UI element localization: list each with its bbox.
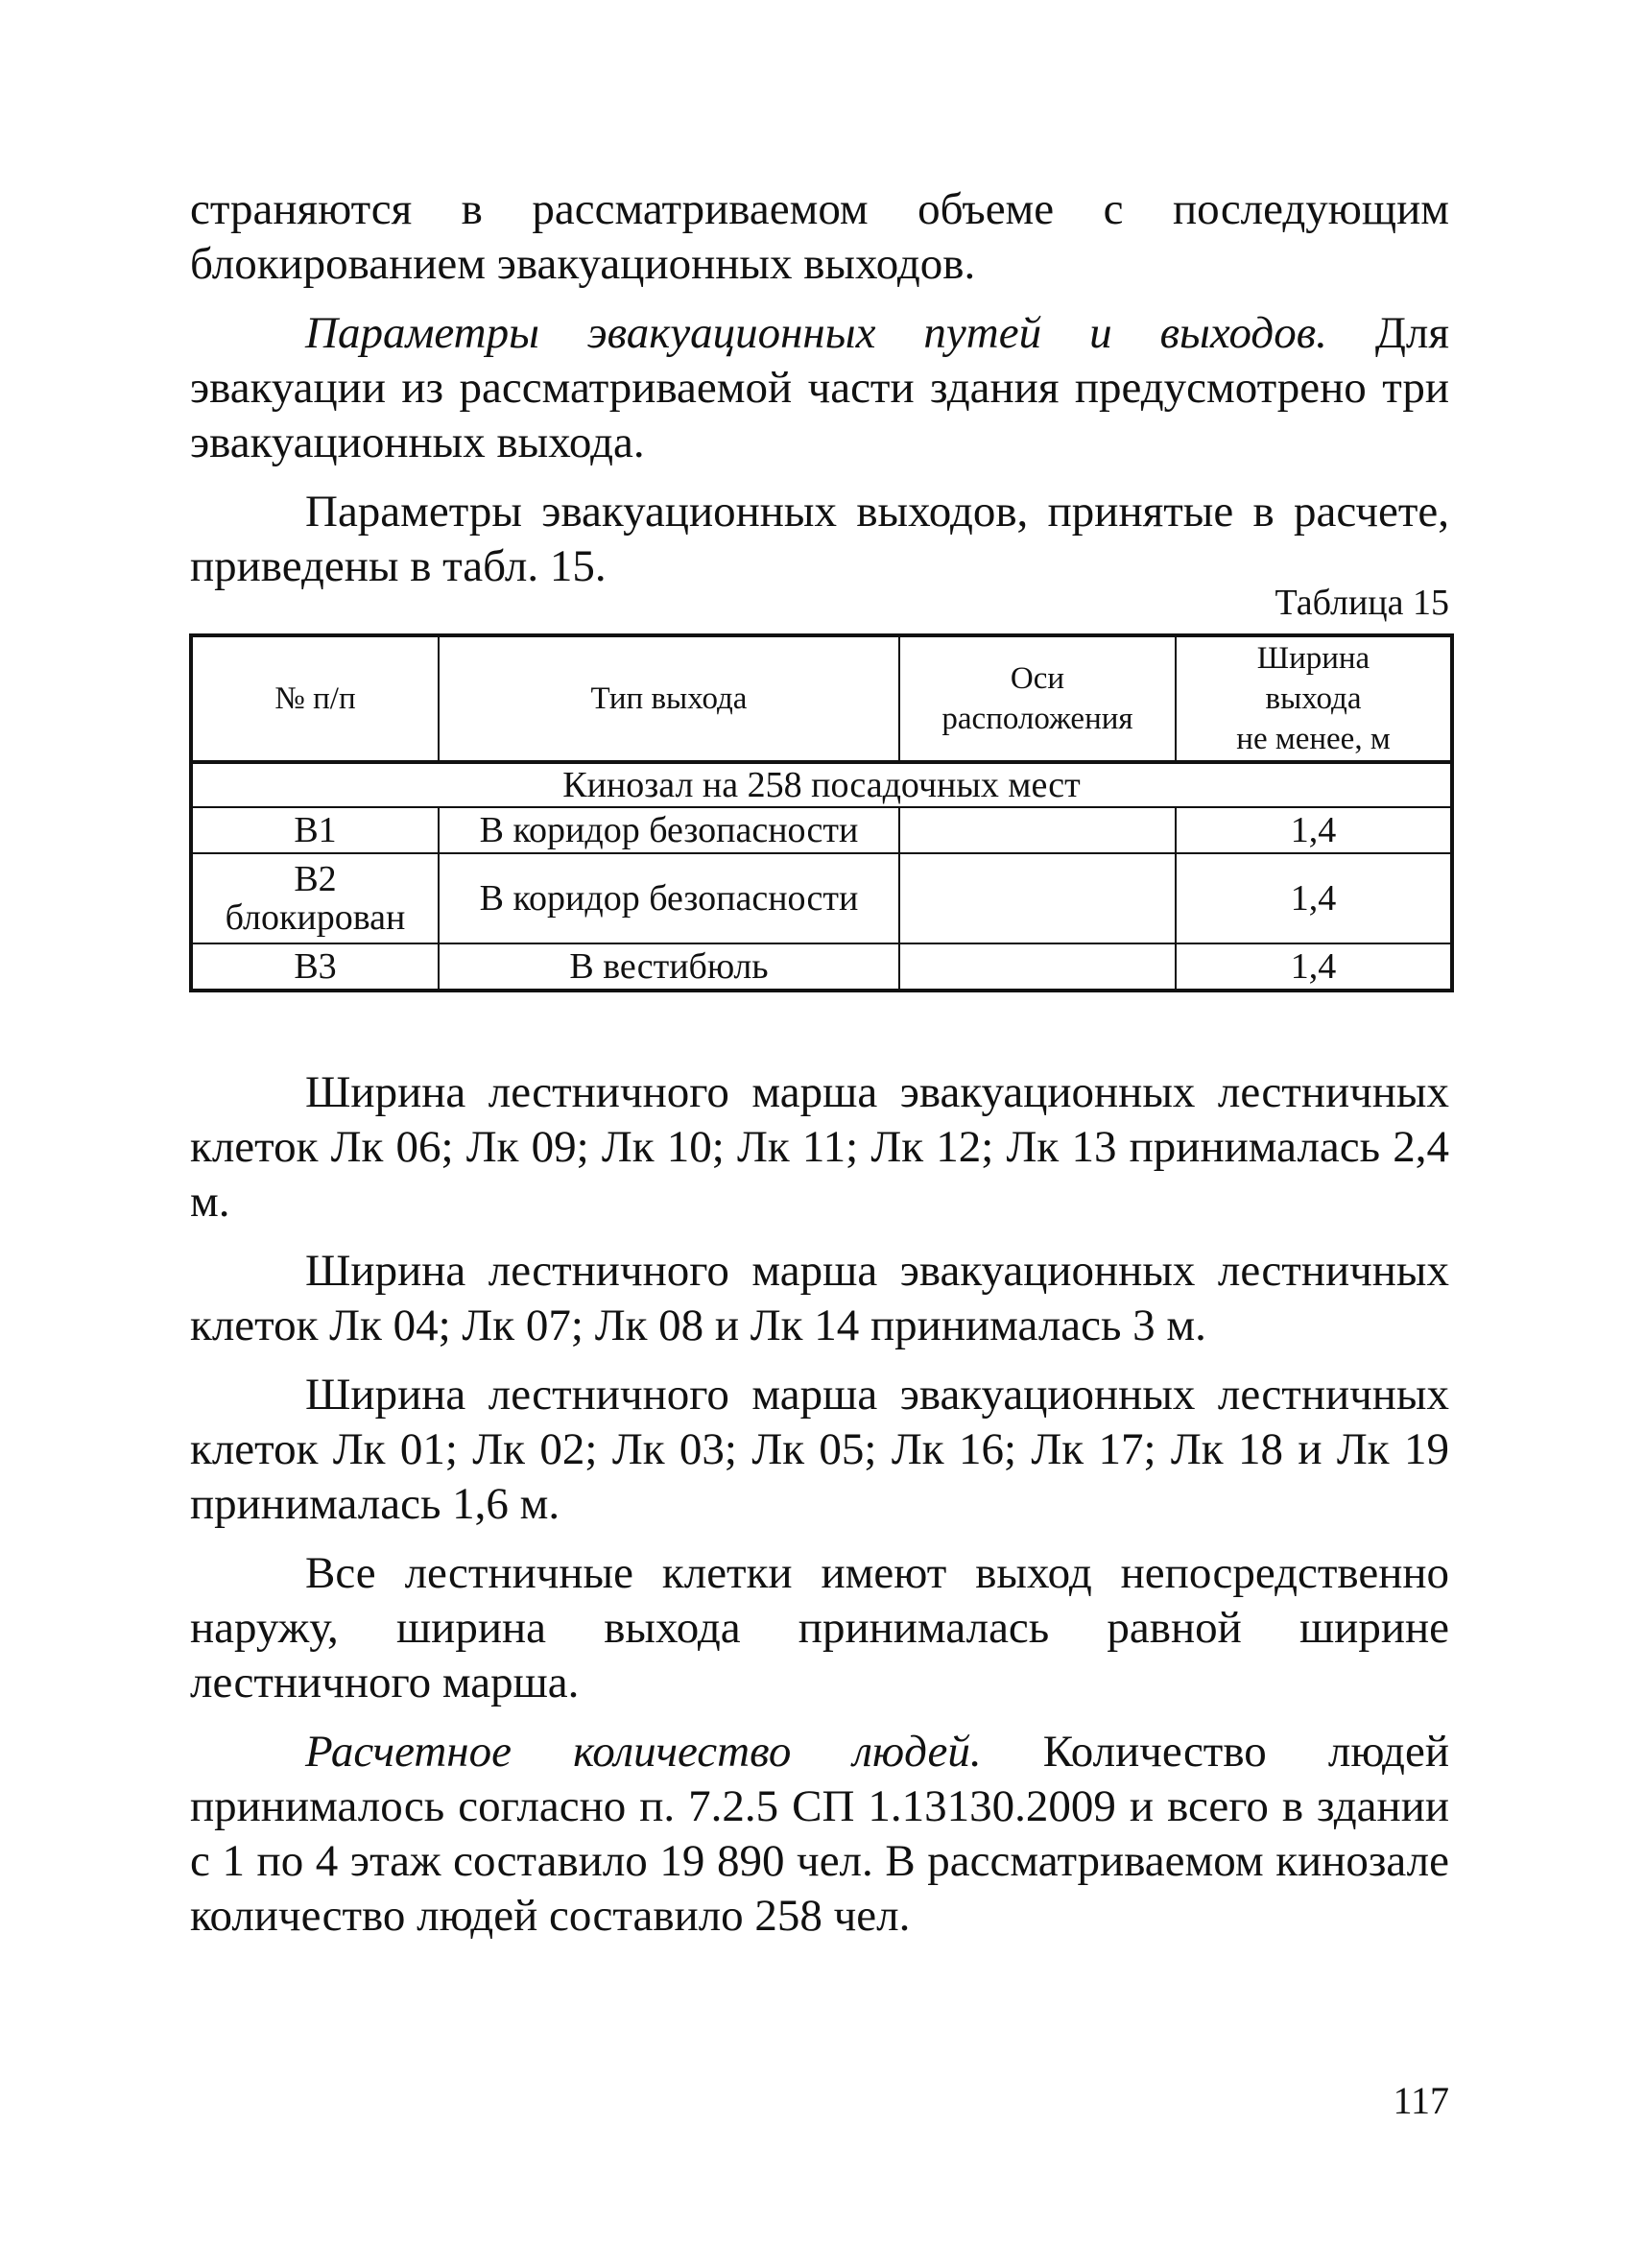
paragraph-stairs-1: Ширина лестничного марша эвакуационных лестничных клеток Лк 06; Лк 09; Лк 10; Лк 11; Лк 12; Лк 13 принималась 2,4 м. [190,1067,1449,1227]
header-number: № п/п [191,635,439,762]
paragraph-exits-outside: Все лестничные клетки имеют выход непосредственно наружу, ширина выхода принималась равной ширине лестничного марша. [190,1548,1449,1707]
upper-text [190,182,1449,594]
evacuation-params-heading: Параметры эвакуационных путей и выходов. [305,308,1327,358]
header-width: Ширина выхода не менее, м [1176,635,1452,762]
paragraph-stairs-2: Ширина лестничного марша эвакуационных лестничных клеток Лк 04; Лк 07; Лк 08 и Лк 14 принималась 3 м. [190,1246,1449,1350]
people-count-paragraph [190,1725,1449,1944]
header-exit-type: Тип выхода [439,635,899,762]
evacuation-params-text: Для эвакуации из рассматриваемой части здания предусмотрено три эвакуационных выхода. [190,308,1449,467]
section-title: Кинозал на 258 посадочных мест [191,762,1452,807]
row-axes [899,943,1176,991]
row-id-note: блокирован [225,897,406,938]
lower-text [190,1065,1449,1944]
row-axes [899,807,1176,853]
row-exit-type: В коридор безопасности [439,807,899,853]
table-caption: Таблица 15 [1275,583,1449,623]
table-section-row [191,762,1452,807]
row-id: В2 блокирован [191,853,439,943]
row-width: 1,4 [1176,807,1452,853]
intro-paragraph: страняются в рассматриваемом объеме с последующим блокированием эвакуационных выходов. [190,184,1449,289]
row-exit-type: В коридор безопасности [439,853,899,943]
people-count-heading: Расчетное количество людей. [305,1727,982,1777]
row-width: 1,4 [1176,943,1452,991]
table-header-row [191,635,1452,762]
table-row [191,853,1452,943]
table-row [191,943,1452,991]
row-width: 1,4 [1176,853,1452,943]
row-axes [899,853,1176,943]
people-count-text: Количество людей принималось согласно п. 7.2.5 СП 1.13130.2009 и всего в здании с 1 по 4 этаж составило 19 890 чел. В рассматриваемом кинозале количество людей составило 258 чел. [190,1727,1449,1941]
table-reference-paragraph: Параметры эвакуационных выходов, принятые в расчете, приведены в табл. 15. [190,487,1449,591]
exits-table [189,633,1454,992]
header-axes: Оси расположения [899,635,1176,762]
page-number: 117 [1393,2079,1449,2122]
row-id: В1 [191,807,439,853]
evacuation-params-paragraph [190,306,1449,470]
row-exit-type: В вестибюль [439,943,899,991]
table-row [191,807,1452,853]
row-id: В3 [191,943,439,991]
paragraph-stairs-3: Ширина лестничного марша эвакуационных лестничных клеток Лк 01; Лк 02; Лк 03; Лк 05; Лк 16; Лк 17; Лк 18 и Лк 19 принималась 1,6 м. [190,1370,1449,1529]
